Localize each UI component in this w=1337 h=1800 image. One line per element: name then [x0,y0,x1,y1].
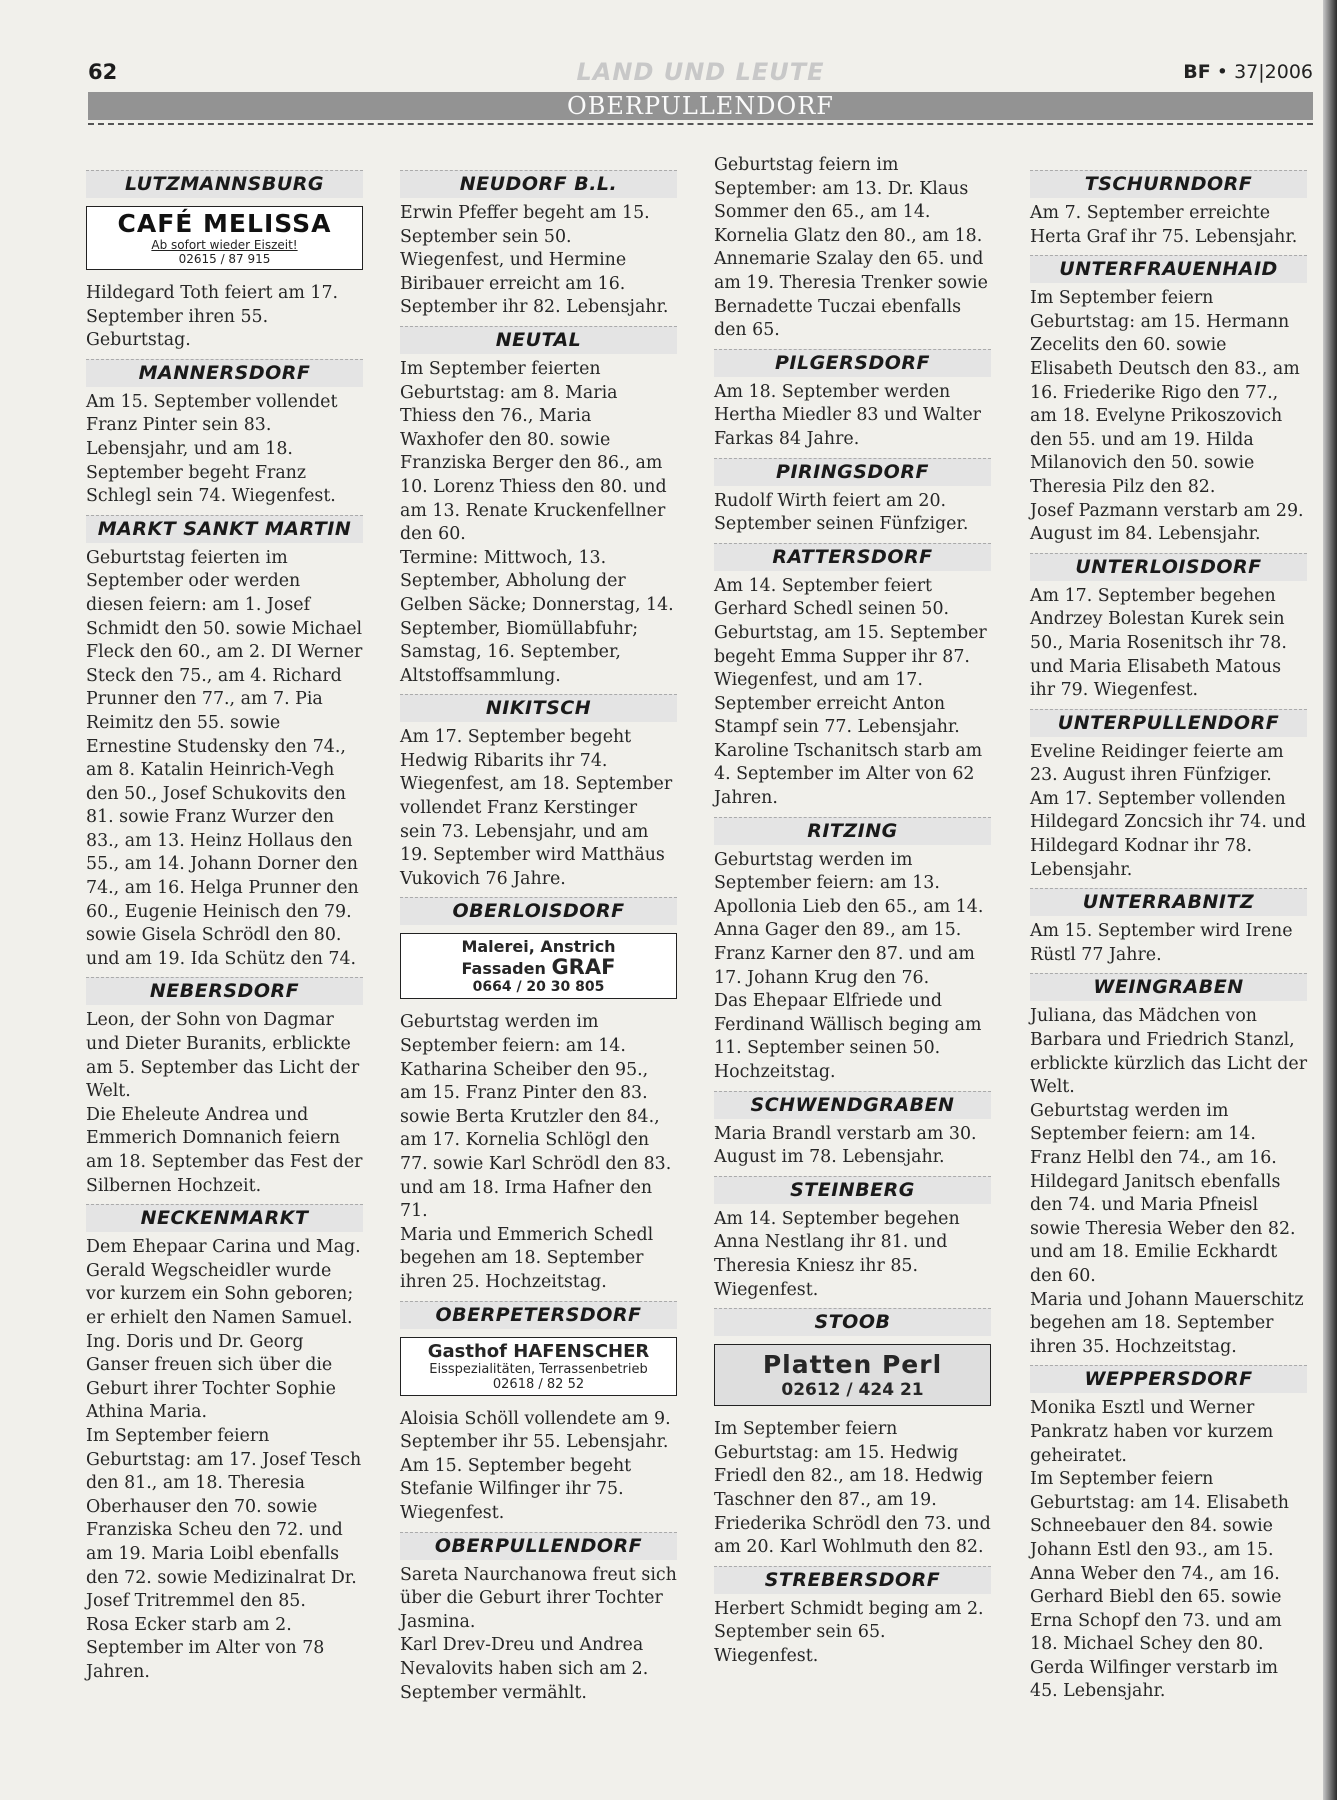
paragraph: Termine: Mittwoch, 13. September, Abholung der Gelben Säcke; Donnerstag, 14. September, Biomüllabfuhr; Samstag, 16. September, Altstoffsammlung. [400,547,674,686]
region-banner [88,92,1313,120]
paragraph: Ing. Doris und Dr. Georg Ganser freuen sich über die Geburt ihrer Tochter Sophie Athina Maria. [86,1331,336,1423]
paragraph: Rosa Ecker starb am 2. September im Alter von 78 Jahren. [86,1614,325,1682]
paragraph: Juliana, das Mädchen von Barbara und Friedrich Stanzl, erblickte kürzlich das Licht der Welt. [1030,1006,1308,1098]
paragraph: Am 14. September feiert Gerhard Schedl seinen 50. Geburtstag, am 15. September begeht Emma Supper ihr 87. Wiegenfest, und am 17. September erreicht Anton Stampf sein 77. Lebensjahr. [714,575,987,738]
heading-weppersdorf: WEPPERSDORF [1030,1365,1307,1393]
paragraph: Leon, der Sohn von Dagmar und Dieter Buranits, erblickte am 5. September das Licht der Welt. [86,1010,360,1102]
paragraph: Geburtstag werden im September feiern: am 13. Apollonia Lieb den 65., am 14. Anna Gager den 89., am 15. Franz Karner den 87. und am 17. Johann Krug den 76. [714,849,984,988]
paragraph: Am 14. September begehen Anna Nestlang ihr 81. und Theresia Kniesz ihr 85. Wiegenfest. [714,1208,960,1300]
ad-graf [400,933,677,999]
ad-cafe-phone: 02615 / 87 915 [178,252,271,266]
ad-graf-phone: 0664 / 20 30 805 [472,979,605,996]
paragraph: Eveline Reidinger feierte am 23. August ihren Fünfziger. [1030,741,1284,786]
page-header [88,58,1313,92]
header-divider [88,123,1313,125]
paragraph: Im September feierten Geburtstag: am 8. Maria Thiess den 76., Maria Waxhofer den 80. sowie Franziska Berger den 86., am 10. Lorenz Thiess den 80. und am 13. Renate Kruckenfellner den 60. [400,358,667,545]
paragraph: Sareta Naurchanowa freut sich über die Geburt ihrer Tochter Jasmina. [400,1564,677,1632]
ad-perl-phone: 02612 / 424 21 [781,1380,924,1401]
heading-neckenmarkt: NECKENMARKT [86,1204,363,1232]
ad-platten-perl [714,1344,991,1406]
heading-oberpetersdorf: OBERPETERSDORF [400,1301,677,1329]
paragraph: Erwin Pfeffer begeht am 15. September sein 50. Wiegenfest, und Hermine Biribauer erreicht am 16. September ihr 82. Lebensjahr. [400,203,669,318]
heading-rattersdorf: RATTERSDORF [714,543,991,571]
ad-hafenscher-name: Gasthof HAFENSCHER [427,1340,650,1362]
paragraph: Im September feiern Geburtstag: am 14. Elisabeth Schneebauer den 84. sowie Johann Estl den 93., am 15. Anna Weber den 74., am 16. Gerhard Biebl den 65. sowie Erna Schopf den 73. und am 18. Michael Schey den 80. [1030,1469,1289,1655]
heading-tschurndorf: TSCHURNDORF [1030,170,1307,198]
paragraph: Herbert Schmidt beging am 2. September sein 65. Wiegenfest. [714,1598,984,1666]
ad-graf-line1: Malerei, Anstrich [461,937,616,957]
heading-pilgersdorf: PILGERSDORF [714,349,991,377]
paragraph: Karoline Tschanitsch starb am 4. September im Alter von 62 Jahren. [714,740,983,809]
paragraph: Am 17. September vollenden Hildegard Zoncsich ihr 74. und Hildegard Kodnar ihr 78. Lebensjahr. [1030,788,1306,880]
paragraph: Rudolf Wirth feiert am 20. September seinen Fünfziger. [714,490,969,535]
section-title: LAND UND LEUTE [576,58,825,86]
paragraph: Am 15. September vollendet Franz Pinter sein 83. Lebensjahr, und am 18. September begeht Franz Schlegl sein 74. Wiegenfest. [86,391,338,507]
heading-markt-sankt-martin: MARKT SANKT MARTIN [86,515,363,543]
column-2 [400,170,677,1705]
page-spine-shadow [1323,0,1337,1800]
ad-cafe-name: CAFÉ MELISSA [117,209,332,238]
paragraph: Dem Ehepaar Carina und Mag. Gerald Wegscheidler wurde vor kurzem ein Sohn geboren; er erhielt den Namen Samuel. [86,1237,361,1328]
heading-nebersdorf: NEBERSDORF [86,977,363,1005]
column-1 [86,170,363,1684]
paragraph: Im September feiern Geburtstag: am 15. Hermann Zecelits den 60. sowie Elisabeth Deutsch den 83., am 16. Friederike Rigo den 77., am 18. Evelyne Prikoszovich den 55. und am 19. Hilda Milanovich den 50. sowie Theresia Pilz den 82. [1030,288,1300,497]
issue-number: 37|2006 [1234,61,1313,83]
heading-unterloisdorf: UNTERLOISDORF [1030,553,1307,581]
ad-cafe-melissa [86,206,363,270]
paragraph: Maria Brandl verstarb am 30. August im 78. Lebensjahr. [714,1123,977,1168]
paragraph: Am 18. September werden Hertha Miedler 83 und Walter Farkas 84 Jahre. [714,381,981,449]
heading-oberpullendorf: OBERPULLENDORF [400,1532,677,1560]
paragraph: Am 7. September erreichte Herta Graf ihr 75. Lebensjahr. [1030,203,1298,247]
heading-weingraben: WEINGRABEN [1030,973,1307,1001]
ad-graf-line2a: Fassaden [461,959,546,979]
ad-graf-line2 [405,957,672,979]
heading-steinberg: STEINBERG [714,1176,991,1204]
paragraph: Im September feiern Geburtstag: am 15. Hedwig Friedl den 82., am 18. Hedwig Taschner den 87., am 19. Friederika Schrödl den 73. und am 20. Karl Wohlmuth den 82. [714,1419,991,1558]
heading-unterpullendorf: UNTERPULLENDORF [1030,709,1307,737]
paragraph: Maria und Johann Mauerschitz begehen am 18. September ihren 35. Hochzeitstag. [1030,1289,1304,1357]
paragraph: Das Ehepaar Elfriede und Ferdinand Wällisch beging am 11. September seinen 50. Hochzeitstag. [714,991,982,1082]
issue-separator: • [1216,61,1229,83]
paragraph: Am 17. September begeht Hedwig Ribarits ihr 74. Wiegenfest, am 18. September vollendet Franz Kerstinger sein 73. Lebensjahr, und am 19. September wird Matthäus Vukovich 76 Jahre. [400,727,673,889]
ad-perl-name: Platten Perl [762,1350,943,1380]
heading-neudorf: NEUDORF B.L. [400,170,677,198]
heading-neutal: NEUTAL [400,326,677,354]
heading-nikitsch: NIKITSCH [400,694,677,722]
heading-schwendgraben: SCHWENDGRABEN [714,1091,991,1119]
region-title: OBERPULLENDORF [567,92,834,120]
ad-hafenscher [400,1337,677,1396]
ad-hafenscher-tagline: Eisspezialitäten, Terrassenbetrieb [429,1361,648,1377]
paragraph: Am 15. September wird Irene Rüstl 77 Jahre. [1030,921,1293,965]
heading-ritzing: RITZING [714,817,991,845]
heading-lutzmannsburg: LUTZMANNSBURG [86,170,363,198]
paragraph: Monika Esztl und Werner Pankratz haben vor kurzem geheiratet. [1030,1398,1274,1466]
heading-mannersdorf: MANNERSDORF [86,359,363,387]
paragraph: Geburtstag werden im September feiern: am 14. Katharina Scheiber den 95., am 15. Franz Pinter den 83. sowie Berta Krutzler den 84., am 17. Kornelia Schlögl den 77. sowie Karl Schrödl den 83. und am 18. Irma Hafner den 71. [400,1012,672,1222]
ad-cafe-slogan: Ab sofort wieder Eiszeit! [151,238,298,252]
paragraph: Josef Pazmann verstarb am 29. August im 84. Lebensjahr. [1030,500,1304,545]
heading-piringsdorf: PIRINGSDORF [714,458,991,486]
ad-graf-brand: GRAF [551,955,616,980]
heading-stoob: STOOB [714,1308,991,1336]
issue-label [1183,61,1313,83]
paragraph: Maria und Emmerich Schedl begehen am 18. September ihren 25. Hochzeitstag. [400,1224,654,1292]
heading-strebersdorf: STREBERSDORF [714,1566,991,1594]
paragraph: Geburtstag feiern im September: am 13. Dr. Klaus Sommer den 65., am 14. Kornelia Glatz den 80., am 18. Annemarie Szalay den 65. und am 19. Theresia Trenker sowie Bernadette Tuczai ebenfalls den 65. [714,155,988,341]
paragraph: Im September feiern Geburtstag: am 17. Josef Tesch den 81., am 18. Theresia Oberhauser den 70. sowie Franziska Scheu den 72. und am 19. Maria Loibl ebenfalls den 72. sowie Medizinalrat Dr. Josef Tritremmel den 85. [86,1425,362,1612]
paragraph: Geburtstag werden im September feiern: am 14. Franz Helbl den 74., am 16. Hildegard Janitsch ebenfalls den 74. und Maria Pfneisl sowie Theresia Weber den 82. und am 18. Emilie Eckhardt den 60. [1030,1100,1296,1286]
paragraph: Am 17. September begehen Andrzey Bolestan Kurek sein 50., Maria Rosenitsch ihr 78. und Maria Elisabeth Matous ihr 79. Wiegenfest. [1030,585,1287,701]
column-4 [1030,170,1307,1704]
paragraph: Gerda Wilfinger verstarb im 45. Lebensjahr. [1030,1657,1279,1702]
paragraph: Karl Drev-Dreu und Andrea Nevalovits haben sich am 2. September vermählt. [400,1635,649,1703]
heading-unterfrauenhaid: UNTERFRAUENHAID [1030,255,1307,283]
page-number: 62 [88,60,118,84]
heading-oberloisdorf: OBERLOISDORF [400,897,677,925]
column-3 [714,154,991,1669]
paragraph: Die Eheleute Andrea und Emmerich Domnanich feiern am 18. September das Fest der Silbernen Hochzeit. [86,1104,363,1196]
heading-unterrabnitz: UNTERRABNITZ [1030,888,1307,916]
paragraph: Aloisia Schöll vollendete am 9. September ihr 55. Lebensjahr. Am 15. September begeht Stefanie Wilfinger ihr 75. Wiegenfest. [400,1408,671,1523]
ad-hafenscher-phone: 02618 / 82 52 [492,1376,585,1392]
issue-brand: BF [1183,61,1211,83]
paragraph: Hildegard Toth feiert am 17. September ihren 55. Geburtstag. [86,283,339,351]
paragraph: Geburtstag feierten im September oder werden diesen feiern: am 1. Josef Schmidt den 50. sowie Michael Fleck den 60., am 2. DI Werner Steck den 75., am 4. Richard Prunner den 77., am 7. Pia Reimitz den 55. sowie Ernestine Studensky den 74., am 8. Katalin Heinrich-Vegh den 50., Josef Schukovits den 81. sowie Franz Wurzer den 83., am 13. Heinz Hollaus den 55., am 14. Johann Dorner den 74., am 16. Helga Prunner den 60., Eugenie Heinisch den 79. sowie Gisela Schrödl den 80. und am 19. Ida Schütz den 74. [86,547,363,969]
